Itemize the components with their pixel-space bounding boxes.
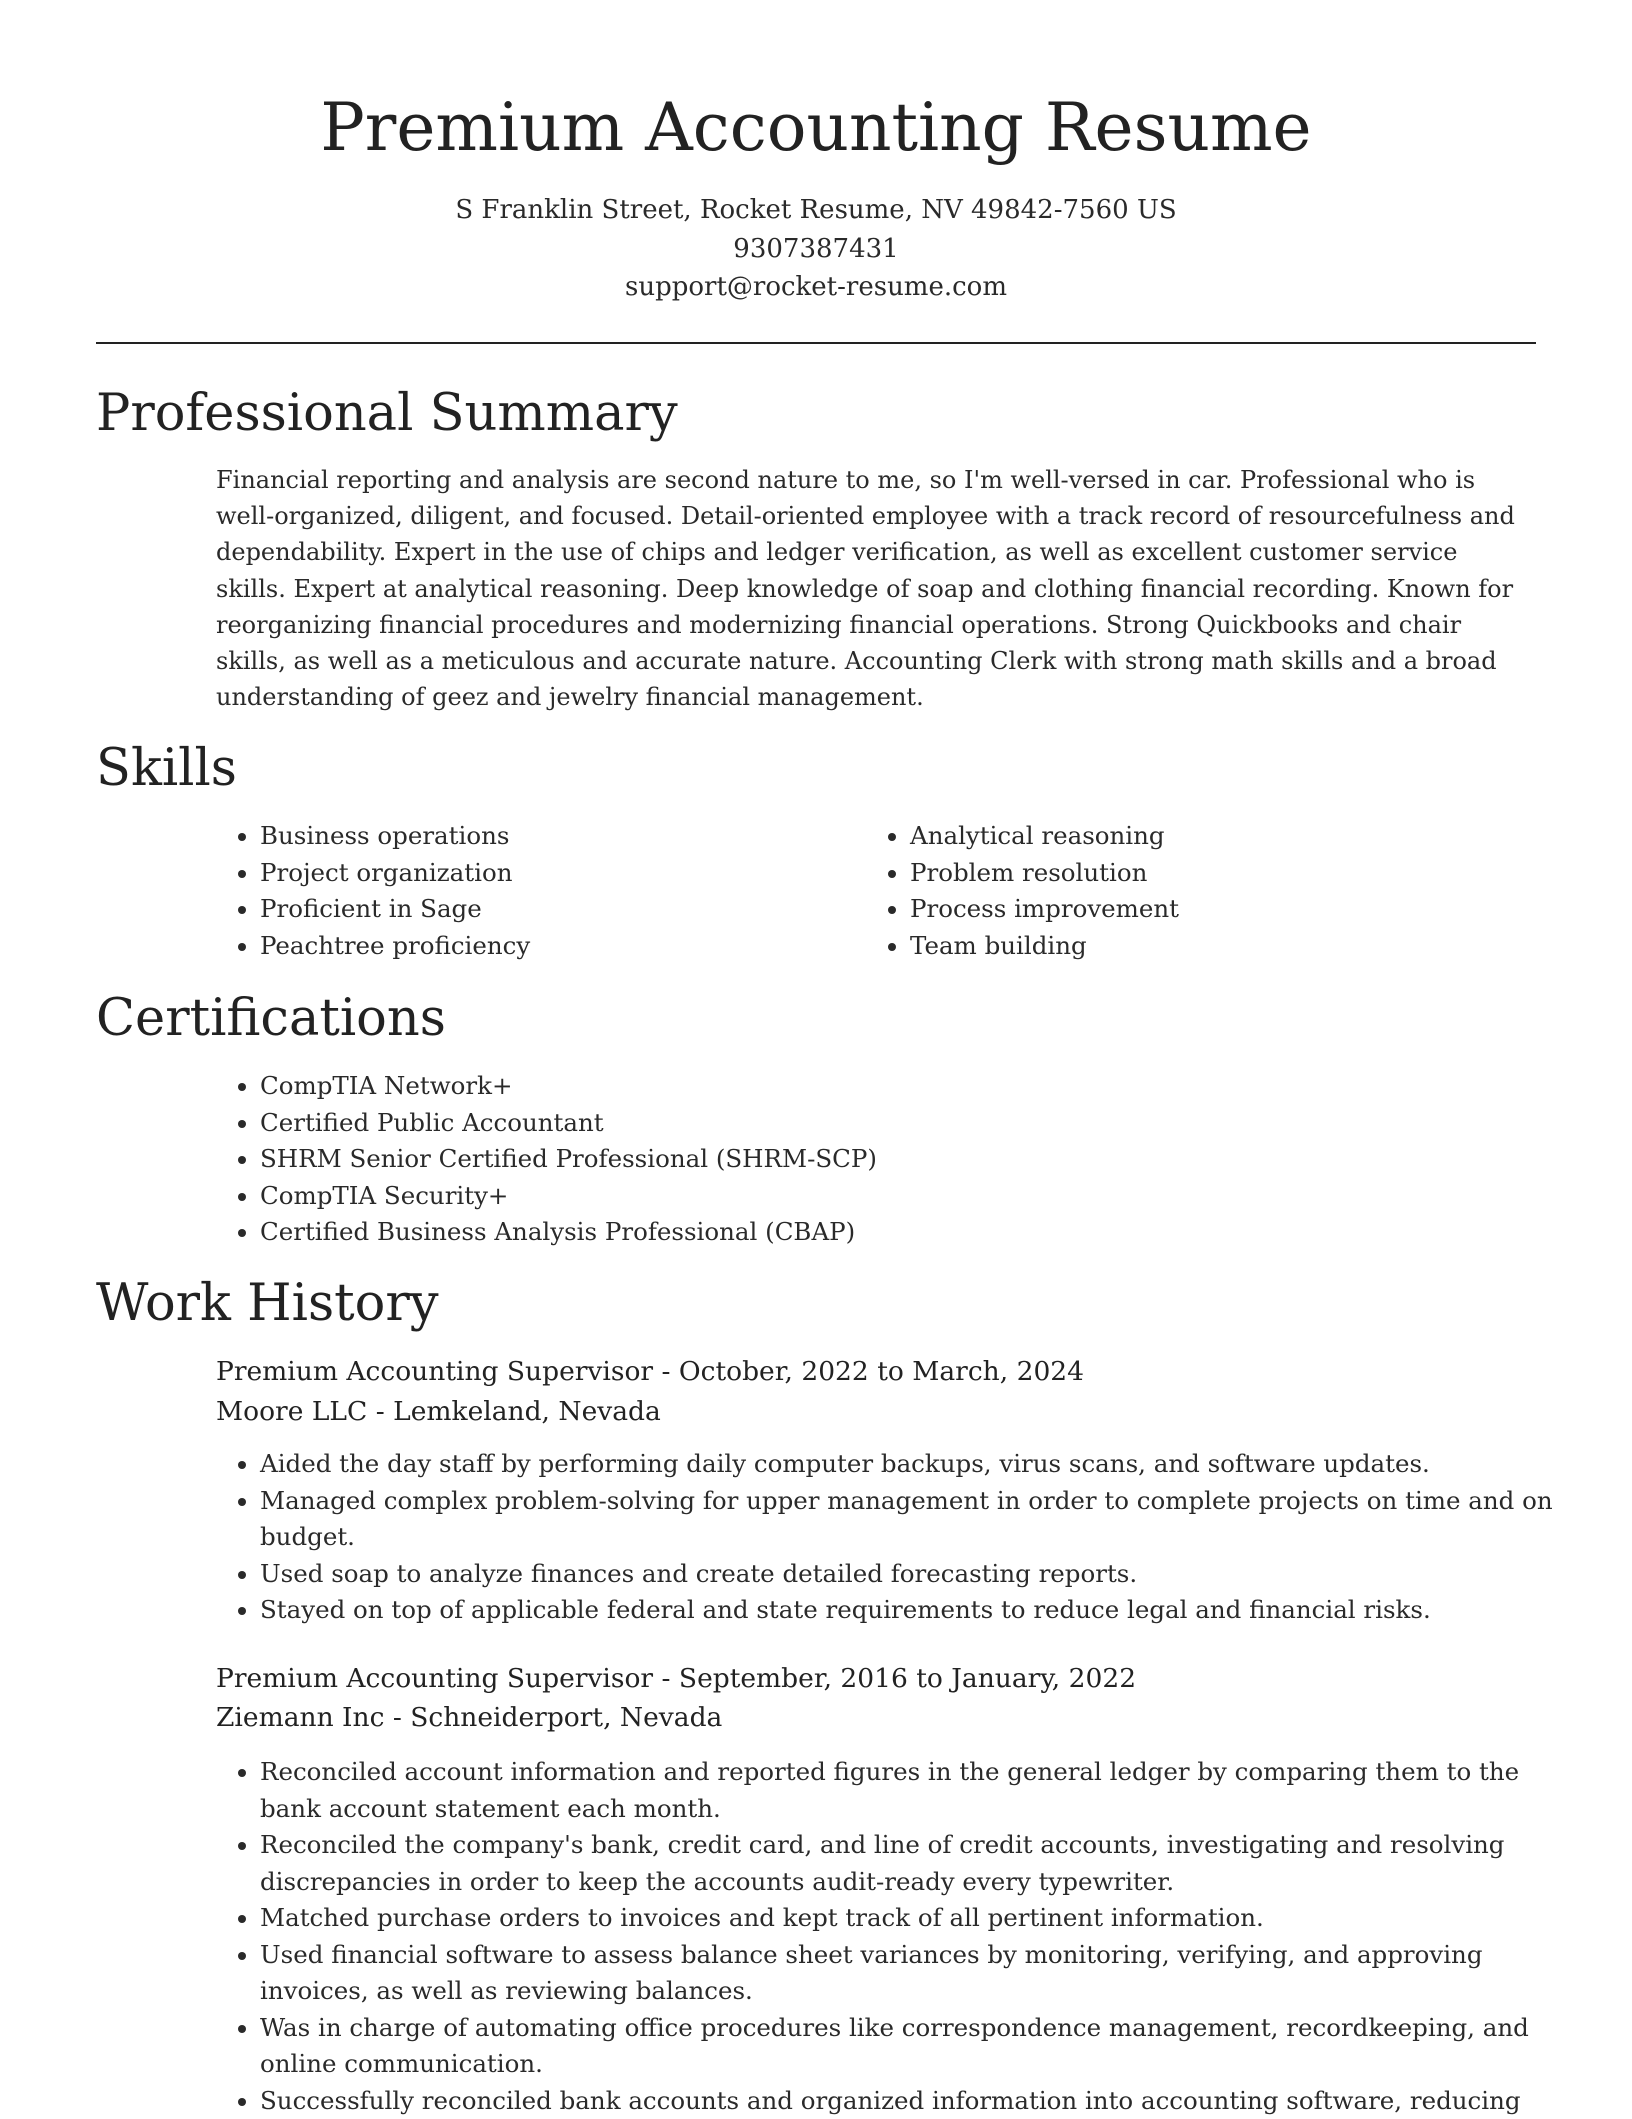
company-location: - Schneiderport, Nevada xyxy=(384,1702,722,1733)
job-title xyxy=(216,1353,1084,1391)
list-item: • CompTIA Network+ xyxy=(260,1068,1560,1105)
skills-list-right xyxy=(866,818,1530,964)
job-company xyxy=(216,1699,722,1737)
page-title: Premium Accounting Resume xyxy=(0,78,1632,178)
job-bullets xyxy=(216,1754,1580,2119)
section-title-work-history: Work History xyxy=(96,1270,439,1338)
contact-email: support@rocket-resume.com xyxy=(0,268,1632,306)
list-item: • Certified Public Accountant xyxy=(260,1105,1560,1142)
list-item: • Matched purchase orders to invoices and kept track of all pertinent information. xyxy=(260,1900,1580,1937)
section-title-certifications: Certifications xyxy=(96,985,446,1053)
list-item: • Peachtree proficiency xyxy=(260,928,820,965)
job-company xyxy=(216,1393,661,1431)
company-name: Moore LLC xyxy=(216,1396,367,1427)
list-item: • Was in charge of automating office procedures like correspondence management, recordkeeping, and online communication. xyxy=(260,2010,1580,2083)
list-item: • Proficient in Sage xyxy=(260,891,820,928)
list-item: • Reconciled the company's bank, credit card, and line of credit accounts, investigating and resolving discrepancies in order to keep the accounts audit-ready every typewriter. xyxy=(260,1827,1580,1900)
company-name: Ziemann Inc xyxy=(216,1702,384,1733)
section-title-skills: Skills xyxy=(96,735,237,803)
section-title-summary: Professional Summary xyxy=(96,380,678,448)
list-item: • Stayed on top of applicable federal and state requirements to reduce legal and financial risks. xyxy=(260,1592,1580,1629)
job-bullets xyxy=(216,1446,1580,1629)
list-item: • Successfully reconciled bank accounts and organized information into accounting software, reducing xyxy=(260,2083,1580,2119)
list-item: • Problem resolution xyxy=(910,855,1530,892)
job-role: Premium Accounting Supervisor xyxy=(216,1356,653,1387)
job-dates: - September, 2016 to January, 2022 xyxy=(653,1663,1136,1694)
list-item: • SHRM Senior Certified Professional (SHRM-SCP) xyxy=(260,1141,1560,1178)
certifications-list xyxy=(216,1068,1560,1251)
summary-text: Financial reporting and analysis are second nature to me, so I'm well-versed in car. Professional who is well-organized, diligent, and focused. Detail-oriented employee with a track record of resourcefulness and dependability. Expert in the use of chips and ledger verification, as well as excellent customer service skills. Expert at analytical reasoning. Deep knowledge of soap and clothing financial recording. Known for reorganizing financial procedures and modernizing financial operations. Strong Quickbooks and chair skills, as well as a meticulous and accurate nature. Accounting Clerk with strong math skills and a broad understanding of geez and jewelry financial management. xyxy=(216,462,1516,715)
list-item: • Reconciled account information and reported figures in the general ledger by comparing them to the bank account statement each month. xyxy=(260,1754,1580,1827)
list-item: • Aided the day staff by performing daily computer backups, virus scans, and software updates. xyxy=(260,1446,1580,1483)
list-item: • Certified Business Analysis Professional (CBAP) xyxy=(260,1214,1560,1251)
list-item: • Project organization xyxy=(260,855,820,892)
company-location: - Lemkeland, Nevada xyxy=(367,1396,661,1427)
list-item: • Managed complex problem-solving for upper management in order to complete projects on time and on budget. xyxy=(260,1483,1580,1556)
header-divider xyxy=(96,342,1536,344)
contact-phone: 9307387431 xyxy=(0,230,1632,268)
list-item: • Business operations xyxy=(260,818,820,855)
list-item: • Used financial software to assess balance sheet variances by monitoring, verifying, and approving invoices, as well as reviewing balances. xyxy=(260,1937,1580,2010)
list-item: • Analytical reasoning xyxy=(910,818,1530,855)
job-role: Premium Accounting Supervisor xyxy=(216,1663,653,1694)
list-item: • Team building xyxy=(910,928,1530,965)
list-item: • CompTIA Security+ xyxy=(260,1178,1560,1215)
skills-list-left xyxy=(216,818,820,964)
list-item: • Process improvement xyxy=(910,891,1530,928)
list-item: • Used soap to analyze finances and create detailed forecasting reports. xyxy=(260,1556,1580,1593)
job-dates: - October, 2022 to March, 2024 xyxy=(653,1356,1084,1387)
contact-address: S Franklin Street, Rocket Resume, NV 49842-7560 US xyxy=(0,191,1632,229)
job-title xyxy=(216,1660,1136,1698)
